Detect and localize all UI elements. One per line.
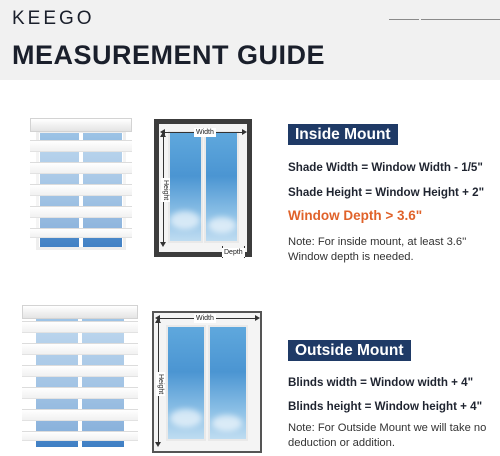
inside-mount-note: Note: For inside mount, at least 3.6'' Window depth is needed. bbox=[288, 236, 467, 263]
inside-shade-width-rule: Shade Width = Window Width - 1/5" bbox=[288, 161, 483, 174]
outside-blinds-height-rule: Blinds height = Window height + 4" bbox=[288, 400, 483, 413]
inside-depth-label: Depth bbox=[224, 249, 243, 256]
inside-window-depth-rule: Window Depth > 3.6" bbox=[288, 208, 423, 223]
inside-mount-shade-illustration bbox=[30, 118, 132, 250]
outside-height-label: Height bbox=[157, 374, 164, 395]
shade-headrail bbox=[22, 305, 138, 319]
outside-blinds-width-rule: Blinds width = Window width + 4" bbox=[288, 376, 474, 389]
header-divider-short bbox=[389, 19, 419, 20]
shade-headrail bbox=[30, 118, 132, 132]
inside-shade-height-rule: Shade Height = Window Height + 2" bbox=[288, 186, 485, 199]
brand-logo: KEEGO bbox=[12, 8, 95, 29]
outside-mount-heading: Outside Mount bbox=[288, 340, 411, 361]
outside-mount-shade-illustration bbox=[22, 305, 138, 447]
outside-mount-window-diagram bbox=[152, 311, 262, 453]
header-divider bbox=[421, 19, 500, 20]
inside-mount-heading: Inside Mount bbox=[288, 124, 398, 145]
page-title: MEASUREMENT GUIDE bbox=[12, 40, 326, 70]
inside-width-label: Width bbox=[196, 129, 214, 136]
outside-mount-note: Note: For Outside Mount we will take no deduction or addition. bbox=[288, 422, 487, 449]
header bbox=[0, 0, 500, 80]
outside-width-label: Width bbox=[196, 315, 214, 322]
inside-height-label: Height bbox=[162, 180, 169, 201]
